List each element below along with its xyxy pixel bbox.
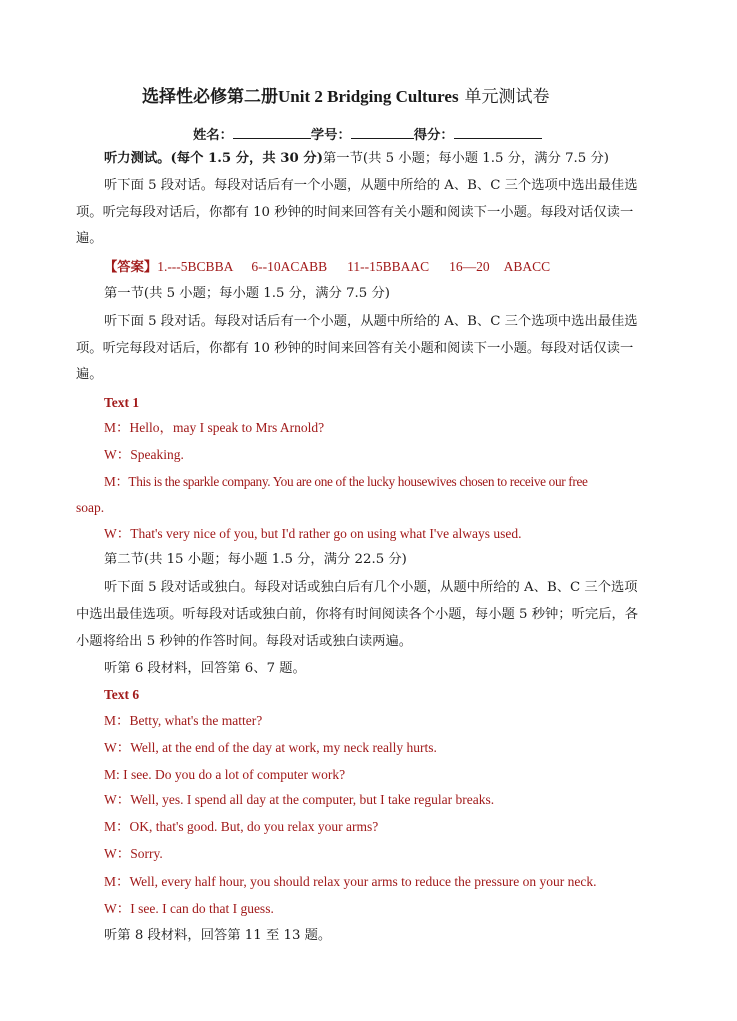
text6-line8: W：I see. I can do that I guess. [104, 901, 274, 916]
text6-line4: W：Well, yes. I spend all day at the computer, but I take regular breaks. [104, 792, 495, 807]
answer-group-5: ABACC [503, 259, 551, 274]
text6-line2: W：Well, at the end of the day at work, my neck really hurts. [104, 740, 437, 755]
instructions3-line3: 小题将给出 5 秒钟的作答时间。每段对话或独白读两遍。 [76, 634, 413, 649]
instructions2-line1: 听下面 5 段对话。每段对话后有一个小题，从题中所给的 A、B、C 三个选项中选出最佳选 [104, 314, 638, 329]
answer-group-1: 1.---5BCBBA [157, 259, 234, 274]
answer-group-3: 11--15BBAAC [347, 259, 430, 274]
number-blank[interactable] [351, 125, 414, 139]
answer-group-2: 6--10ACABB [251, 259, 328, 274]
score-blank[interactable] [454, 125, 542, 139]
listening-intro [104, 150, 609, 168]
text6-line3: M: I see. Do you do a lot of computer work? [104, 767, 346, 782]
text6-line1: M：Betty, what's the matter? [104, 713, 263, 728]
header-fields [193, 125, 542, 145]
title-cn-suffix: 单元测试卷 [464, 87, 550, 107]
text6-intro: 听第 6 段材料，回答第 6、7 题。 [104, 661, 306, 676]
text1-line5: W：That's very nice of you, but I'd rather go on using what I've always used. [104, 526, 522, 541]
instructions2-line3: 遍。 [76, 367, 103, 382]
text1-line3: M：This is the sparkle company. You are one of the lucky housewives chosen to receive our free [104, 474, 588, 489]
text1-heading: Text 1 [104, 395, 140, 410]
title-cn-prefix: 选择性必修第二册 [142, 87, 278, 107]
instructions1-line2: 项。听完每段对话后，你都有 10 秒钟的时间来回答有关小题和阅读下一小题。每段对话仅读一 [76, 205, 634, 220]
text6-line6: W：Sorry. [104, 846, 163, 861]
text6-line5: M：OK, that's good. But, do you relax your arms? [104, 819, 379, 834]
listening-intro-rest: 第一节(共 5 小题；每小题 1.5 分，满分 7.5 分) [323, 151, 609, 166]
text1-line2: W：Speaking. [104, 447, 184, 462]
answer-key [104, 258, 550, 277]
answer-label: 【答案】 [104, 260, 158, 275]
text1-line4: soap. [76, 500, 105, 515]
instructions1-line1: 听下面 5 段对话。每段对话后有一个小题，从题中所给的 A、B、C 三个选项中选出最佳选 [104, 178, 638, 193]
instructions3-line2: 中选出最佳选项。听每段对话或独白前，你将有时间阅读各个小题，每小题 5 秒钟；听完后，各 [76, 607, 639, 622]
instructions1-line3: 遍。 [76, 231, 103, 246]
instructions2-line2: 项。听完每段对话后，你都有 10 秒钟的时间来回答有关小题和阅读下一小题。每段对话仅读一 [76, 341, 634, 356]
section2-heading: 第二节(共 15 小题；每小题 1.5 分，满分 22.5 分) [104, 552, 407, 567]
instructions3-line1: 听下面 5 段对话或独白。每段对话或独白后有几个小题，从题中所给的 A、B、C 三个选项 [104, 580, 638, 595]
text6-heading: Text 6 [104, 687, 140, 702]
name-blank[interactable] [233, 125, 311, 139]
text1-line1: M：Hello，may I speak to Mrs Arnold? [104, 420, 325, 435]
text6-line7: M：Well, every half hour, you should relax your arms to reduce the pressure on your neck. [104, 874, 597, 889]
section1-heading: 第一节(共 5 小题；每小题 1.5 分，满分 7.5 分) [104, 286, 390, 301]
page-title [142, 88, 550, 106]
title-en: Unit 2 Bridging Cultures [278, 87, 459, 106]
score-label: 得分： [413, 128, 454, 143]
text8-intro: 听第 8 段材料，回答第 11 至 13 题。 [104, 928, 332, 943]
answer-group-4: 16—20 [449, 259, 490, 274]
listening-intro-bold: 听力测试。(每个 1.5 分，共 30 分) [104, 151, 324, 166]
number-label: 学号： [310, 128, 351, 143]
name-label: 姓名： [193, 128, 233, 143]
